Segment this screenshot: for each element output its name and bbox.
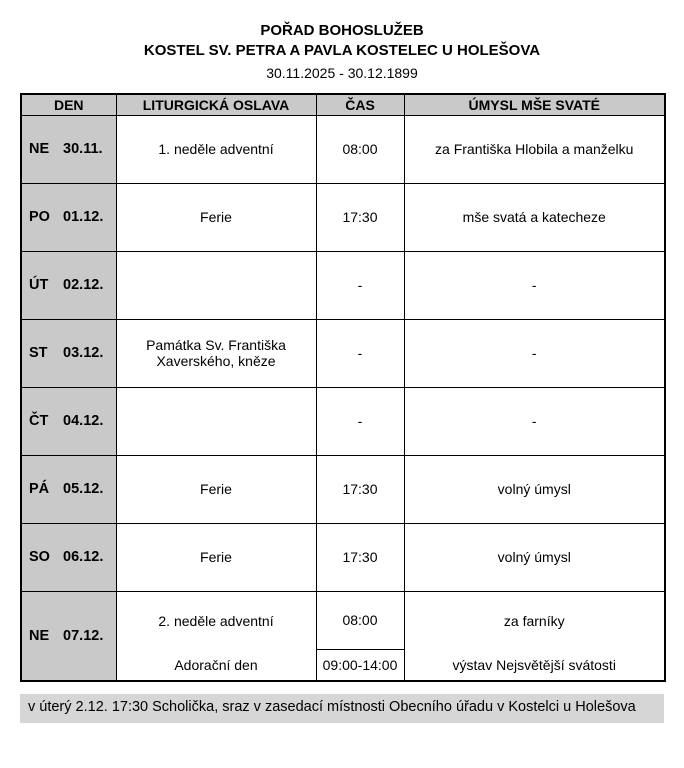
table-row (21, 319, 665, 387)
day-abbrev: PO (29, 209, 50, 226)
time-cell: 17:30 (316, 455, 404, 523)
day-abbrev: ST (29, 345, 48, 362)
column-header-liturgy: LITURGICKÁ OSLAVA (116, 94, 316, 115)
liturgy-cell (116, 251, 316, 319)
day-cell (21, 319, 116, 387)
table-row (21, 387, 665, 455)
date-range: 30.11.2025 - 30.12.1899 (266, 64, 418, 81)
table-row (21, 183, 665, 251)
liturgy-cell: 1. neděle adventní (116, 115, 316, 183)
day-date: 05.12. (63, 481, 104, 498)
intention-cell: mše svatá a katecheze (404, 183, 665, 251)
day-abbrev: ČT (29, 413, 49, 430)
liturgy-cell (116, 387, 316, 455)
intention-cell: za farníky (404, 591, 665, 649)
day-cell (21, 251, 116, 319)
page-title: POŘAD BOHOSLUŽEB (260, 22, 424, 39)
time-cell: 17:30 (316, 183, 404, 251)
day-date: 02.12. (63, 277, 104, 294)
day-abbrev: SO (29, 549, 50, 566)
liturgy-cell: Ferie (116, 455, 316, 523)
liturgy-cell: Ferie (116, 523, 316, 591)
table-row (21, 251, 665, 319)
column-header-intention: ÚMYSL MŠE SVATÉ (404, 94, 665, 115)
church-name: KOSTEL SV. PETRA A PAVLA KOSTELEC U HOLEŠOVA (143, 42, 541, 60)
intention-cell: - (404, 251, 665, 319)
day-abbrev: NE (29, 141, 50, 158)
intention-cell: - (404, 319, 665, 387)
day-date: 04.12. (63, 413, 104, 430)
intention-cell: volný úmysl (404, 455, 665, 523)
day-cell (21, 115, 116, 183)
day-date: 03.12. (63, 345, 104, 362)
footer-note: v úterý 2.12. 17:30 Scholička, sraz v zasedací místnosti Obecního úřadu v Kostelci u Holešova (20, 694, 664, 723)
time-cell: 17:30 (316, 523, 404, 591)
day-abbrev: NE (29, 628, 50, 645)
time-cell: 09:00-14:00 (316, 649, 404, 681)
day-cell (21, 523, 116, 591)
table-row (21, 591, 665, 649)
liturgy-cell: 2. neděle adventní (116, 591, 316, 649)
intention-cell: za Františka Hlobila a manželku (404, 115, 665, 183)
document-header (0, 0, 684, 82)
liturgy-cell: Ferie (116, 183, 316, 251)
time-cell: - (316, 251, 404, 319)
table-row-sub (21, 649, 665, 681)
day-abbrev: ÚT (29, 277, 49, 294)
liturgy-cell: Památka Sv. Františka Xaverského, kněze (116, 319, 316, 387)
day-abbrev: PÁ (29, 481, 50, 498)
schedule-table (20, 93, 666, 682)
liturgy-cell: Adorační den (116, 649, 316, 681)
day-cell (21, 455, 116, 523)
time-cell: - (316, 387, 404, 455)
column-header-den: DEN (21, 94, 116, 115)
intention-cell: - (404, 387, 665, 455)
time-cell: 08:00 (316, 115, 404, 183)
time-cell: 08:00 (316, 591, 404, 649)
column-header-time: ČAS (316, 94, 404, 115)
day-date: 01.12. (63, 209, 104, 226)
table-row (21, 455, 665, 523)
intention-cell: volný úmysl (404, 523, 665, 591)
day-date: 07.12. (63, 628, 104, 645)
day-cell (21, 387, 116, 455)
table-header-row (21, 94, 665, 115)
table-row (21, 115, 665, 183)
intention-cell: výstav Nejsvětější svátosti (404, 649, 665, 681)
day-cell (21, 183, 116, 251)
day-date: 06.12. (63, 549, 104, 566)
table-row (21, 523, 665, 591)
day-date: 30.11. (63, 141, 103, 158)
time-cell: - (316, 319, 404, 387)
day-cell (21, 591, 116, 681)
